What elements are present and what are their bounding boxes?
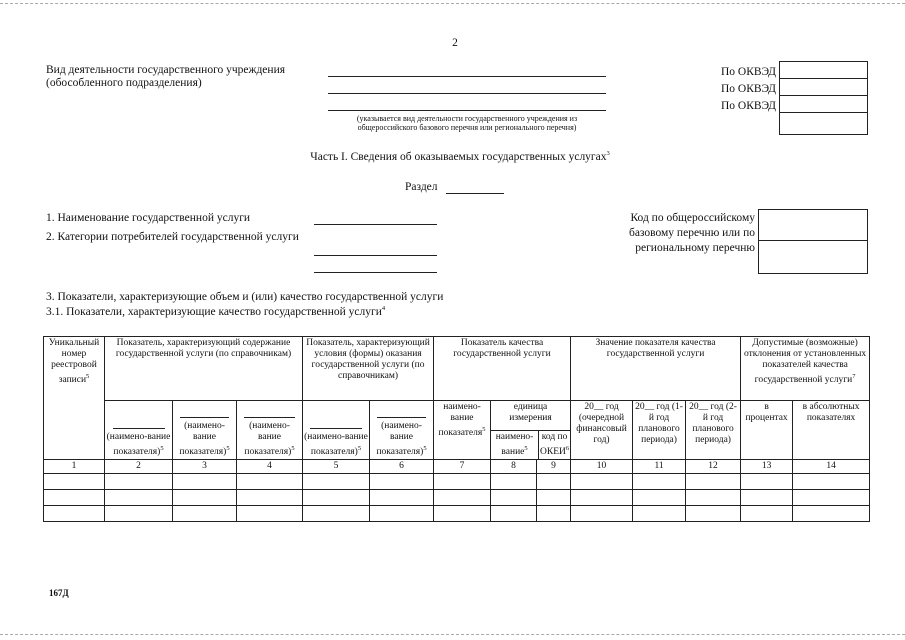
okved-code-box-3[interactable] [779,95,868,113]
subheader-content-1: (наимено-вание показателя)$^5$ [105,401,173,460]
table-cell[interactable] [741,506,793,522]
table-cell[interactable] [237,506,303,522]
okved-code-box-2[interactable] [779,78,868,96]
activity-label: Вид деятельности государственного учреждения (обособленного подразделения) [46,64,286,89]
table-cell[interactable] [303,490,370,506]
table-cell[interactable] [537,506,571,522]
service-code-label: Код по общероссийскому базовому перечню или по региональному перечню [628,212,755,254]
table-cell[interactable] [44,474,105,490]
bottom-scan-edge [0,634,905,635]
quality-heading: 3.1. Показатели, характеризующие качество государственной услуги$^4$ [46,305,386,318]
table-cell[interactable] [571,474,633,490]
table-cell[interactable] [537,490,571,506]
subheader-unit [491,401,571,460]
table-cell[interactable] [370,490,434,506]
table-header-row [44,337,870,401]
quality-indicators-table [43,336,870,522]
table-cell[interactable] [571,506,633,522]
service-name-line [314,224,437,225]
table-cell[interactable] [105,490,173,506]
subheader-content-2: (наимено-вание показателя)$^5$ [173,401,237,460]
table-cell[interactable] [237,490,303,506]
column-number-8: 8 [491,460,537,474]
subheader-quality-name: наимено-вание показателя$^5$ [434,401,491,460]
table-cell[interactable] [633,490,686,506]
column-number-13: 13 [741,460,793,474]
column-number-1: 1 [44,460,105,474]
column-number-14: 14 [793,460,870,474]
column-number-11: 11 [633,460,686,474]
column-number-7: 7 [434,460,491,474]
subheader-year-3: 20__ год (2-й год планового периода) [686,401,741,460]
activity-line-1 [328,76,606,77]
column-number-4: 4 [237,460,303,474]
indicators-heading: 3. Показатели, характеризующие объем и (или) качество государственной услуги [46,291,444,303]
table-cell[interactable] [491,506,537,522]
table-cell[interactable] [173,474,237,490]
table-cell[interactable] [105,474,173,490]
service-category-line-1 [314,255,437,256]
table-row [44,490,870,506]
service-category-line-2 [314,272,437,273]
subheader-conditions-1: (наимено-вание показателя)$^5$ [303,401,370,460]
activity-line-2 [328,93,606,94]
table-cell[interactable] [633,474,686,490]
table-cell[interactable] [741,474,793,490]
header-conditions: Показатель, характеризующий условия (формы) оказания государственной услуги (по справочникам) [303,337,434,401]
table-cell[interactable] [370,474,434,490]
table-cell[interactable] [237,474,303,490]
subheader-conditions-2: (наимено-вание показателя)$^5$ [370,401,434,460]
column-number-6: 6 [370,460,434,474]
subheader-year-1: 20__ год (очередной финансовый год) [571,401,633,460]
table-cell[interactable] [571,490,633,506]
table-cell[interactable] [793,474,870,490]
column-number-5: 5 [303,460,370,474]
service-category-label: 2. Категории потребителей государственной услуги [46,231,299,243]
table-cell[interactable] [741,490,793,506]
subheader-unit-split [491,430,570,459]
column-number-2: 2 [105,460,173,474]
okved-labels [690,64,776,115]
subheader-dev-absolute: в абсолютных показателях [793,401,870,460]
table-row [44,474,870,490]
subheader-okei: код по ОКЕИ$^6$ [540,432,570,458]
subheader-content-3: (наимено-вание показателя)$^5$ [237,401,303,460]
table-row [44,506,870,522]
table-cell[interactable] [105,506,173,522]
section-label: Раздел [405,181,438,193]
column-number-row [44,460,870,474]
header-value: Значение показателя качества государственной услуги [571,337,741,401]
table-cell[interactable] [793,490,870,506]
table-cell[interactable] [686,506,741,522]
okved-label-1: По ОКВЭД [720,66,776,78]
service-code-box-1[interactable] [758,209,868,241]
table-cell[interactable] [686,490,741,506]
part-title: Часть I. Сведения об оказываемых государственных услугах$^3$ [310,150,610,163]
okved-code-box-4[interactable] [779,112,868,135]
table-cell[interactable] [173,506,237,522]
table-cell[interactable] [793,506,870,522]
activity-note: (указывается вид деятельности государственного учреждения из общероссийского базового перечня или регионального перечня) [356,114,578,132]
page-number: 2 [452,37,458,49]
header-quality: Показатель качества государственной услуги [434,337,571,401]
service-code-box-2[interactable] [758,240,868,274]
activity-line-3 [328,110,606,111]
subheader-unit-label: единица измерения [509,402,552,423]
header-deviation: Допустимые (возможные) отклонения от установленных показателей качества государственной услуги$^7$ [741,337,870,401]
service-name-label: 1. Наименование государственной услуги [46,212,251,224]
table-cell[interactable] [434,490,491,506]
column-number-9: 9 [537,460,571,474]
column-number-3: 3 [173,460,237,474]
table-cell[interactable] [686,474,741,490]
form-code: 167Д [49,588,69,598]
header-unique-record: Уникальный номер реестровой записи$^5$ [44,337,105,460]
subheader-unit-name: наимено-вание$^5$ [491,431,539,460]
table-cell[interactable] [44,490,105,506]
okved-code-box-1[interactable] [779,61,868,79]
okved-label-2: По ОКВЭД [720,83,776,95]
table-cell[interactable] [173,490,237,506]
column-number-12: 12 [686,460,741,474]
table-cell[interactable] [303,474,370,490]
column-number-10: 10 [571,460,633,474]
table-cell[interactable] [633,506,686,522]
okved-label-3: По ОКВЭД [720,100,776,112]
subheader-dev-percent: в процентах [741,401,793,460]
section-number-line [446,193,504,194]
table-cell[interactable] [370,506,434,522]
subheader-year-2: 20__ год (1-й год планового периода) [633,401,686,460]
table-cell[interactable] [491,490,537,506]
header-content: Показатель, характеризующий содержание государственной услуги (по справочникам) [105,337,303,401]
table-cell[interactable] [434,474,491,490]
table-subheader-row [44,401,870,460]
table-cell[interactable] [434,506,491,522]
table-cell[interactable] [491,474,537,490]
table-cell[interactable] [44,506,105,522]
table-cell[interactable] [537,474,571,490]
table-cell[interactable] [303,506,370,522]
top-scan-edge [0,3,905,4]
